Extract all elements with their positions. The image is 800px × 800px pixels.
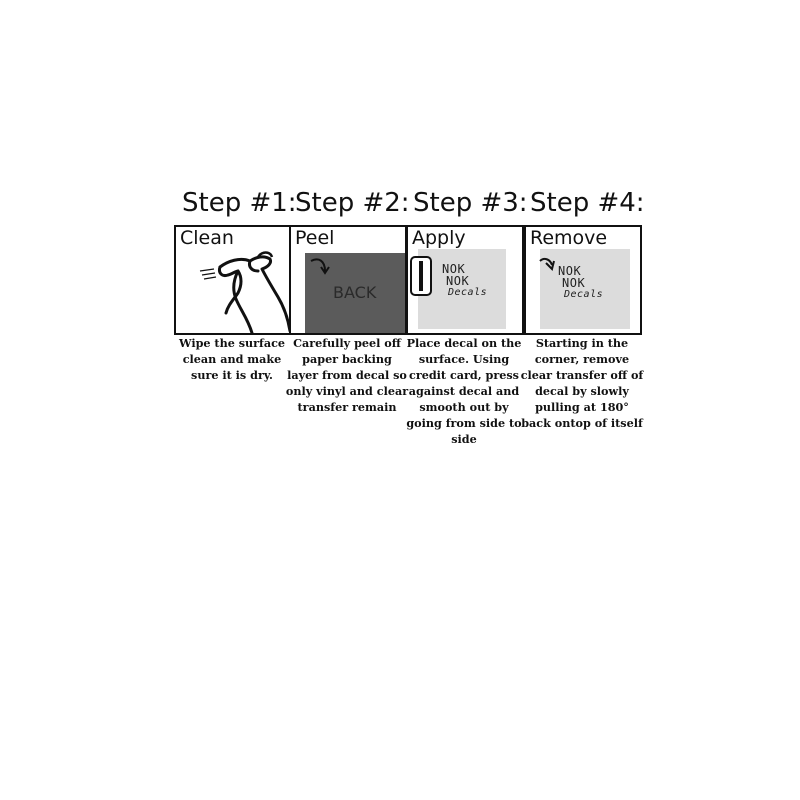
step-title: Step #1: (182, 188, 297, 218)
decal-logo: NOK NOK Decals (558, 264, 604, 300)
peel-panel (289, 225, 407, 335)
step-description: Place decal on the surface. Using credit card, press against decal and smooth out by going from side to side (406, 336, 522, 446)
panel-label: Peel (295, 227, 335, 249)
step-description: Starting in the corner, remove clear transfer off of decal by slowly pulling at 180° back ontop of itself (520, 336, 644, 430)
step-title: Step #2: (295, 188, 410, 218)
panel-label: Apply (412, 227, 466, 249)
panel-label: Clean (180, 227, 234, 249)
decal-logo: NOK NOK Decals (442, 262, 488, 298)
step-description: Carefully peel off paper backing layer from decal so only vinyl and clear transfer remain (285, 336, 409, 414)
backing-text: BACK (333, 283, 377, 302)
step-title: Step #4: (530, 188, 645, 218)
step-title: Step #3: (413, 188, 528, 218)
apply-panel (406, 225, 524, 335)
remove-panel (524, 225, 642, 335)
clean-panel (174, 225, 292, 335)
step-description: Wipe the surface clean and make sure it is dry. (178, 336, 286, 382)
panel-label: Remove (530, 227, 608, 249)
